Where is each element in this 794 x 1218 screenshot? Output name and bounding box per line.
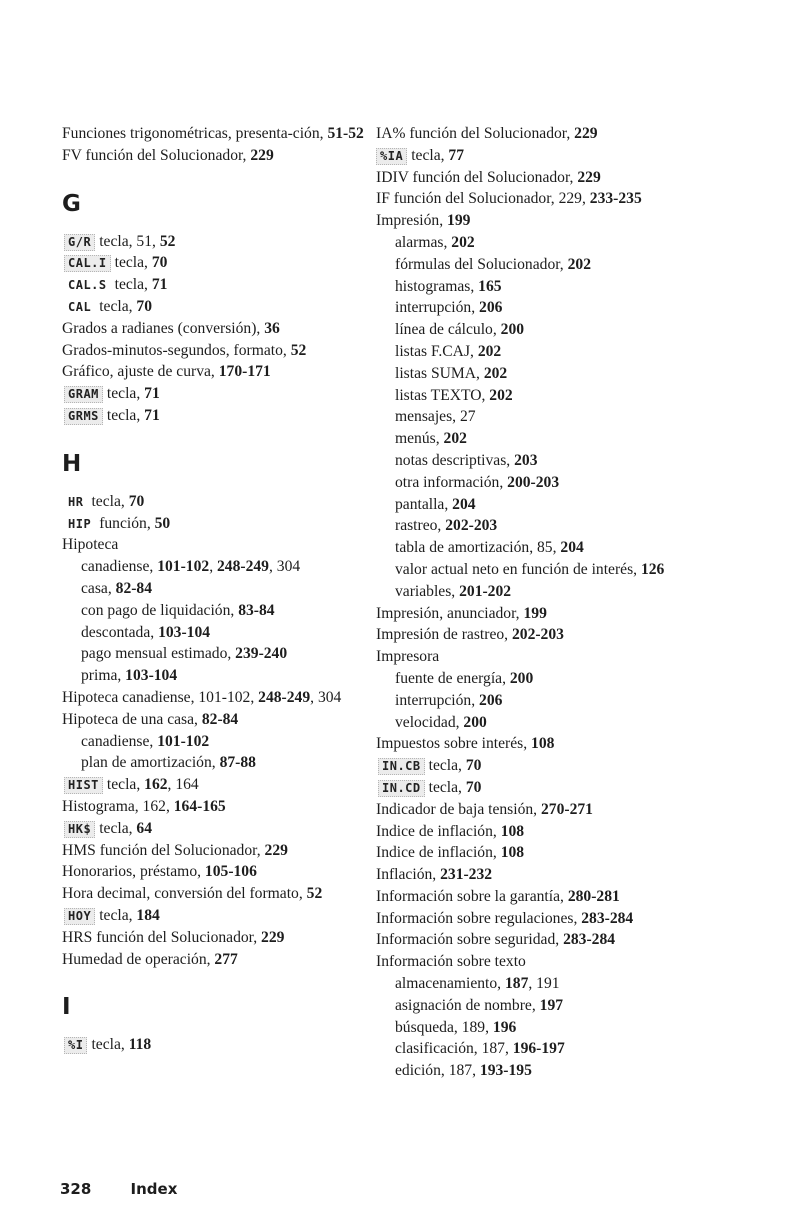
index-entry <box>62 318 377 340</box>
index-subentry <box>395 537 688 559</box>
page-ref: 202 <box>483 364 508 382</box>
index-entry <box>376 908 688 930</box>
entry-text: tecla, <box>411 146 449 164</box>
entry-text: almacenamiento, <box>395 975 505 993</box>
page-ref: 229 <box>264 841 288 859</box>
page-ref: 71 <box>144 406 160 424</box>
index-entry <box>376 167 688 189</box>
page-ref: 70 <box>136 297 153 315</box>
section-letter: I <box>62 994 71 1021</box>
key-label: IN.CB <box>378 758 425 775</box>
entry-text: tecla, <box>106 406 145 424</box>
entry-text: IDIV función del Solucionador, <box>376 168 578 186</box>
page-ref: 199 <box>523 604 547 622</box>
page-ref: 108 <box>531 735 555 753</box>
page-ref: 202 <box>567 255 591 273</box>
key-label: CAL.I <box>64 255 111 272</box>
index-subentry <box>395 1060 688 1082</box>
index-subentry <box>395 515 688 537</box>
entry-text: mensajes, 27 <box>395 408 476 426</box>
page-ref: 248-249 <box>258 688 311 706</box>
index-entry-key <box>62 818 377 840</box>
entry-text: búsqueda, 189, <box>395 1018 493 1036</box>
entry-text: variables, <box>395 582 460 600</box>
index-entry-key <box>62 1034 377 1056</box>
index-entry-key <box>62 296 377 318</box>
index-subentry <box>395 581 688 603</box>
page-ref: 202 <box>443 430 467 448</box>
entry-text: Impresión, <box>376 212 448 230</box>
key-label: HK$ <box>64 821 95 838</box>
page-ref: 199 <box>447 212 471 230</box>
entry-text: Histograma, 162, <box>62 797 174 815</box>
index-subentry <box>395 276 688 298</box>
index-entry <box>376 886 688 908</box>
page-ref: 229 <box>574 125 598 142</box>
entry-text: Impresión, anunciador, <box>376 604 524 622</box>
index-entry <box>376 864 688 886</box>
page-footer <box>60 1180 177 1198</box>
index-entry <box>376 842 688 864</box>
index-entry-key <box>62 383 377 405</box>
index-entry <box>376 123 688 145</box>
page-ref: 52 <box>159 232 176 250</box>
page-ref: 229 <box>261 928 285 946</box>
page-ref: 202-203 <box>445 517 498 535</box>
index-entry <box>376 951 688 973</box>
entry-text: interrupción, <box>395 691 480 709</box>
page-ref: 229 <box>577 168 601 186</box>
key-label: CAL <box>68 299 92 314</box>
page-ref: 52 <box>306 885 323 903</box>
page-ref: 233-235 <box>589 190 642 208</box>
page-ref: 87-88 <box>219 754 256 772</box>
page-ref: 200 <box>500 321 525 339</box>
index-subentry <box>395 995 688 1017</box>
entry-text: asignación de nombre, <box>395 996 540 1014</box>
page-ref: 82-84 <box>115 579 153 597</box>
page-ref: 202 <box>489 386 513 404</box>
page-ref: 206 <box>479 299 503 317</box>
index-entry-key <box>62 231 377 253</box>
index-entry <box>62 145 377 167</box>
entry-text: línea de cálculo, <box>395 321 501 339</box>
index-entry <box>62 883 377 905</box>
left-column <box>62 123 377 1056</box>
entry-text: clasificación, 187, <box>395 1040 513 1058</box>
key-label: HIST <box>64 777 103 794</box>
entry-text: Funciones trigonométricas, presenta-ción, <box>62 125 328 142</box>
entry-text: Información sobre la garantía, <box>376 887 568 905</box>
index-entry <box>62 861 377 883</box>
entry-text: Hora decimal, conversión del formato, <box>62 885 307 903</box>
index-subentry <box>81 600 377 622</box>
index-subentry <box>395 1038 688 1060</box>
entry-text: Indice de inflación, <box>376 844 501 862</box>
index-entry <box>62 361 377 383</box>
key-label: HR <box>68 494 84 509</box>
entry-text: canadiense, <box>81 732 158 750</box>
index-entry <box>376 799 688 821</box>
entry-text: listas TEXTO, <box>395 386 490 404</box>
index-entry <box>62 949 377 971</box>
entry-text: listas F.CAJ, <box>395 342 478 360</box>
entry-text: con pago de liquidación, <box>81 601 239 619</box>
index-entry-key <box>376 755 688 777</box>
entry-text: tecla, <box>114 276 152 294</box>
index-entry <box>376 603 688 625</box>
entry-text: alarmas, <box>395 233 452 251</box>
key-label: GRAM <box>64 386 103 403</box>
entry-text: tecla, <box>114 254 152 272</box>
page-ref: 51-52 <box>327 125 364 142</box>
page-ref: 70 <box>465 757 482 775</box>
section-letter: H <box>62 450 82 477</box>
page-ref: 184 <box>136 906 160 924</box>
index-subentry <box>395 385 688 407</box>
index-entry <box>376 210 688 232</box>
page-ref: 50 <box>154 514 171 532</box>
entry-text: Información sobre seguridad, <box>376 931 564 949</box>
entry-text: otra información, <box>395 473 508 491</box>
entry-text: edición, 187, <box>395 1062 480 1080</box>
index-entry-key <box>62 491 377 513</box>
entry-text: tecla, <box>428 778 466 796</box>
page-ref: 200-203 <box>507 473 560 491</box>
entry-text: , 164 <box>167 776 199 794</box>
footer-label: Index <box>130 1180 178 1198</box>
entry-text: histogramas, <box>395 277 479 295</box>
index-entry-key <box>62 905 377 927</box>
entry-text: casa, <box>81 579 116 597</box>
entry-text: tecla, <box>428 757 466 775</box>
entry-text: Impresión de rastreo, <box>376 626 512 644</box>
page-ref: 200 <box>509 669 534 687</box>
entry-text: pantalla, <box>395 495 453 513</box>
entry-text: rastreo, <box>395 517 446 535</box>
entry-text: HMS función del Solucionador, <box>62 841 265 859</box>
page-ref: 103-104 <box>125 667 178 685</box>
entry-text: tabla de amortización, 85, <box>395 539 561 557</box>
entry-text: , <box>209 558 217 576</box>
entry-text: prima, <box>81 667 126 685</box>
index-entry <box>376 821 688 843</box>
page-ref: 283-284 <box>563 931 616 949</box>
index-subentry <box>395 494 688 516</box>
page-ref: 164-165 <box>173 797 226 815</box>
index-subentry <box>81 622 377 644</box>
page-ref: 229 <box>250 146 274 164</box>
right-column <box>376 123 688 1082</box>
key-label: %IA <box>376 148 407 165</box>
page-ref: 231-232 <box>440 866 493 884</box>
index-entry <box>62 927 377 949</box>
index-subentry <box>81 643 377 665</box>
index-entry <box>376 733 688 755</box>
entry-text: tecla, <box>106 776 145 794</box>
entry-text: fórmulas del Solucionador, <box>395 255 568 273</box>
entry-text: HRS función del Solucionador, <box>62 928 262 946</box>
entry-text: interrupción, <box>395 299 480 317</box>
index-subentry <box>81 578 377 600</box>
index-entry-key <box>62 405 377 427</box>
page-ref: 82-84 <box>201 710 239 728</box>
entry-text: notas descriptivas, <box>395 451 515 469</box>
index-subentry <box>395 450 688 472</box>
page-ref: 280-281 <box>567 887 620 905</box>
entry-text: valor actual neto en función de interés, <box>395 560 641 578</box>
entry-text: plan de amortización, <box>81 754 220 772</box>
index-subentry <box>395 559 688 581</box>
page-ref: 118 <box>128 1036 152 1054</box>
page-number: 328 <box>60 1180 92 1198</box>
page-ref: 170-171 <box>218 363 271 381</box>
index-entry <box>376 188 688 210</box>
index-entry <box>376 646 688 668</box>
entry-text: IF función del Solucionador, 229, <box>376 190 590 208</box>
entry-text: Hipoteca canadiense, 101-102, <box>62 688 259 706</box>
entry-text: tecla, <box>99 819 137 837</box>
page-ref: 201-202 <box>459 582 512 600</box>
key-label: CAL.S <box>68 278 107 293</box>
page-ref: 108 <box>500 844 525 862</box>
entry-text: Grados a radianes (conversión), <box>62 319 265 337</box>
entry-text: Indice de inflación, <box>376 822 501 840</box>
index-entry-key <box>376 145 688 167</box>
index-entry <box>62 340 377 362</box>
page-ref: 206 <box>479 691 503 709</box>
index-entry-key <box>62 513 377 535</box>
page-ref: 204 <box>560 539 584 557</box>
entry-text: Indicador de baja tensión, <box>376 800 541 818</box>
index-subentry <box>395 973 688 995</box>
entry-text: Información sobre texto <box>376 953 526 971</box>
entry-text: Humedad de operación, <box>62 950 215 968</box>
index-subentry <box>395 668 688 690</box>
page-ref: 103-104 <box>158 623 211 641</box>
page-ref: 202 <box>477 342 502 360</box>
index-entry <box>62 534 377 556</box>
entry-text: Gráfico, ajuste de curva, <box>62 363 219 381</box>
entry-text: FV función del Solucionador, <box>62 146 251 164</box>
page-ref: 70 <box>465 778 482 796</box>
key-label: G/R <box>64 234 95 251</box>
page-ref: 162 <box>144 776 168 794</box>
index-entry-key <box>376 777 688 799</box>
section-letter: G <box>62 190 81 217</box>
entry-text: Inflación, <box>376 866 441 884</box>
page-ref: 196-197 <box>512 1040 565 1058</box>
entry-text: IA% función del Solucionador, <box>376 125 575 142</box>
page-ref: 203 <box>514 451 538 469</box>
index-entry <box>376 929 688 951</box>
index-subentry <box>395 690 688 712</box>
page-ref: 239-240 <box>235 645 288 663</box>
page-ref: 101-102 <box>157 732 210 750</box>
entry-text: Hipoteca <box>62 536 119 554</box>
entry-text: Hipoteca de una casa, <box>62 710 202 728</box>
entry-text: , 191 <box>528 975 560 993</box>
entry-text: descontada, <box>81 623 159 641</box>
entry-text: Impuestos sobre interés, <box>376 735 532 753</box>
page-ref: 52 <box>290 341 307 359</box>
entry-text: , 304 <box>310 688 342 706</box>
index-subentry <box>81 665 377 687</box>
entry-text: Honorarios, préstamo, <box>62 863 205 881</box>
index-entry <box>376 624 688 646</box>
index-entry-key <box>62 774 377 796</box>
entry-text: función, <box>99 514 155 532</box>
entry-text: tecla, <box>106 385 145 403</box>
index-subentry <box>395 319 688 341</box>
index-subentry <box>395 297 688 319</box>
entry-text: tecla, <box>91 1036 129 1054</box>
index-subentry <box>395 254 688 276</box>
index-subentry <box>395 472 688 494</box>
entry-text: Grados-minutos-segundos, formato, <box>62 341 291 359</box>
key-label: %I <box>64 1037 87 1054</box>
index-subentry <box>395 341 688 363</box>
page-ref: 197 <box>539 996 564 1014</box>
index-subentry <box>395 712 688 734</box>
entry-text: canadiense, <box>81 558 158 576</box>
index-entry <box>62 709 377 731</box>
page-ref: 202 <box>451 233 475 251</box>
entry-text: menús, <box>395 430 444 448</box>
entry-text: tecla, <box>99 297 137 315</box>
key-label: IN.CD <box>378 780 425 797</box>
index-subentry <box>395 406 688 428</box>
entry-text: listas SUMA, <box>395 364 484 382</box>
entry-text: tecla, <box>99 906 137 924</box>
entry-text: , 304 <box>268 558 301 576</box>
key-label: HOY <box>64 908 95 925</box>
index-subentry <box>395 232 688 254</box>
page-ref: 283-284 <box>581 909 634 927</box>
index-entry <box>62 796 377 818</box>
page-ref: 187 <box>504 975 529 993</box>
entry-text: Información sobre regulaciones, <box>376 909 582 927</box>
page-ref: 70 <box>151 254 168 272</box>
page-ref: 108 <box>500 822 525 840</box>
page-ref: 101-102 <box>157 558 210 576</box>
page-ref: 83-84 <box>238 601 275 619</box>
entry-text: velocidad, <box>395 713 464 731</box>
index-subentry <box>81 556 377 578</box>
index-subentry <box>81 752 377 774</box>
page-ref: 71 <box>144 385 160 403</box>
index-entry <box>62 123 377 145</box>
entry-text: tecla, <box>91 492 129 510</box>
page-ref: 165 <box>478 277 502 295</box>
key-label: GRMS <box>64 408 103 425</box>
page-ref: 77 <box>448 146 465 164</box>
page-ref: 193-195 <box>479 1062 532 1080</box>
page-ref: 248-249 <box>216 558 269 576</box>
page-ref: 270-271 <box>540 800 593 818</box>
page-ref: 202-203 <box>511 626 564 644</box>
page-ref: 196 <box>492 1018 517 1036</box>
index-entry <box>62 687 377 709</box>
index-entry-key <box>62 252 377 274</box>
page-ref: 70 <box>128 492 145 510</box>
page-ref: 277 <box>214 950 238 968</box>
page-ref: 126 <box>640 560 665 578</box>
entry-text: fuente de energía, <box>395 669 510 687</box>
index-subentry <box>395 1017 688 1039</box>
key-label: HIP <box>68 516 92 531</box>
index-subentry <box>395 363 688 385</box>
entry-text: pago mensual estimado, <box>81 645 236 663</box>
page-ref: 204 <box>452 495 476 513</box>
page-ref: 105-106 <box>204 863 257 881</box>
page-ref: 71 <box>151 276 168 294</box>
page-ref: 36 <box>264 319 280 337</box>
index-subentry <box>81 731 377 753</box>
index-entry-key <box>62 274 377 296</box>
page-ref: 200 <box>463 713 487 731</box>
entry-text: tecla, 51, <box>99 232 160 250</box>
entry-text: Impresora <box>376 648 440 666</box>
index-subentry <box>395 428 688 450</box>
page-ref: 64 <box>136 819 153 837</box>
index-entry <box>62 840 377 862</box>
